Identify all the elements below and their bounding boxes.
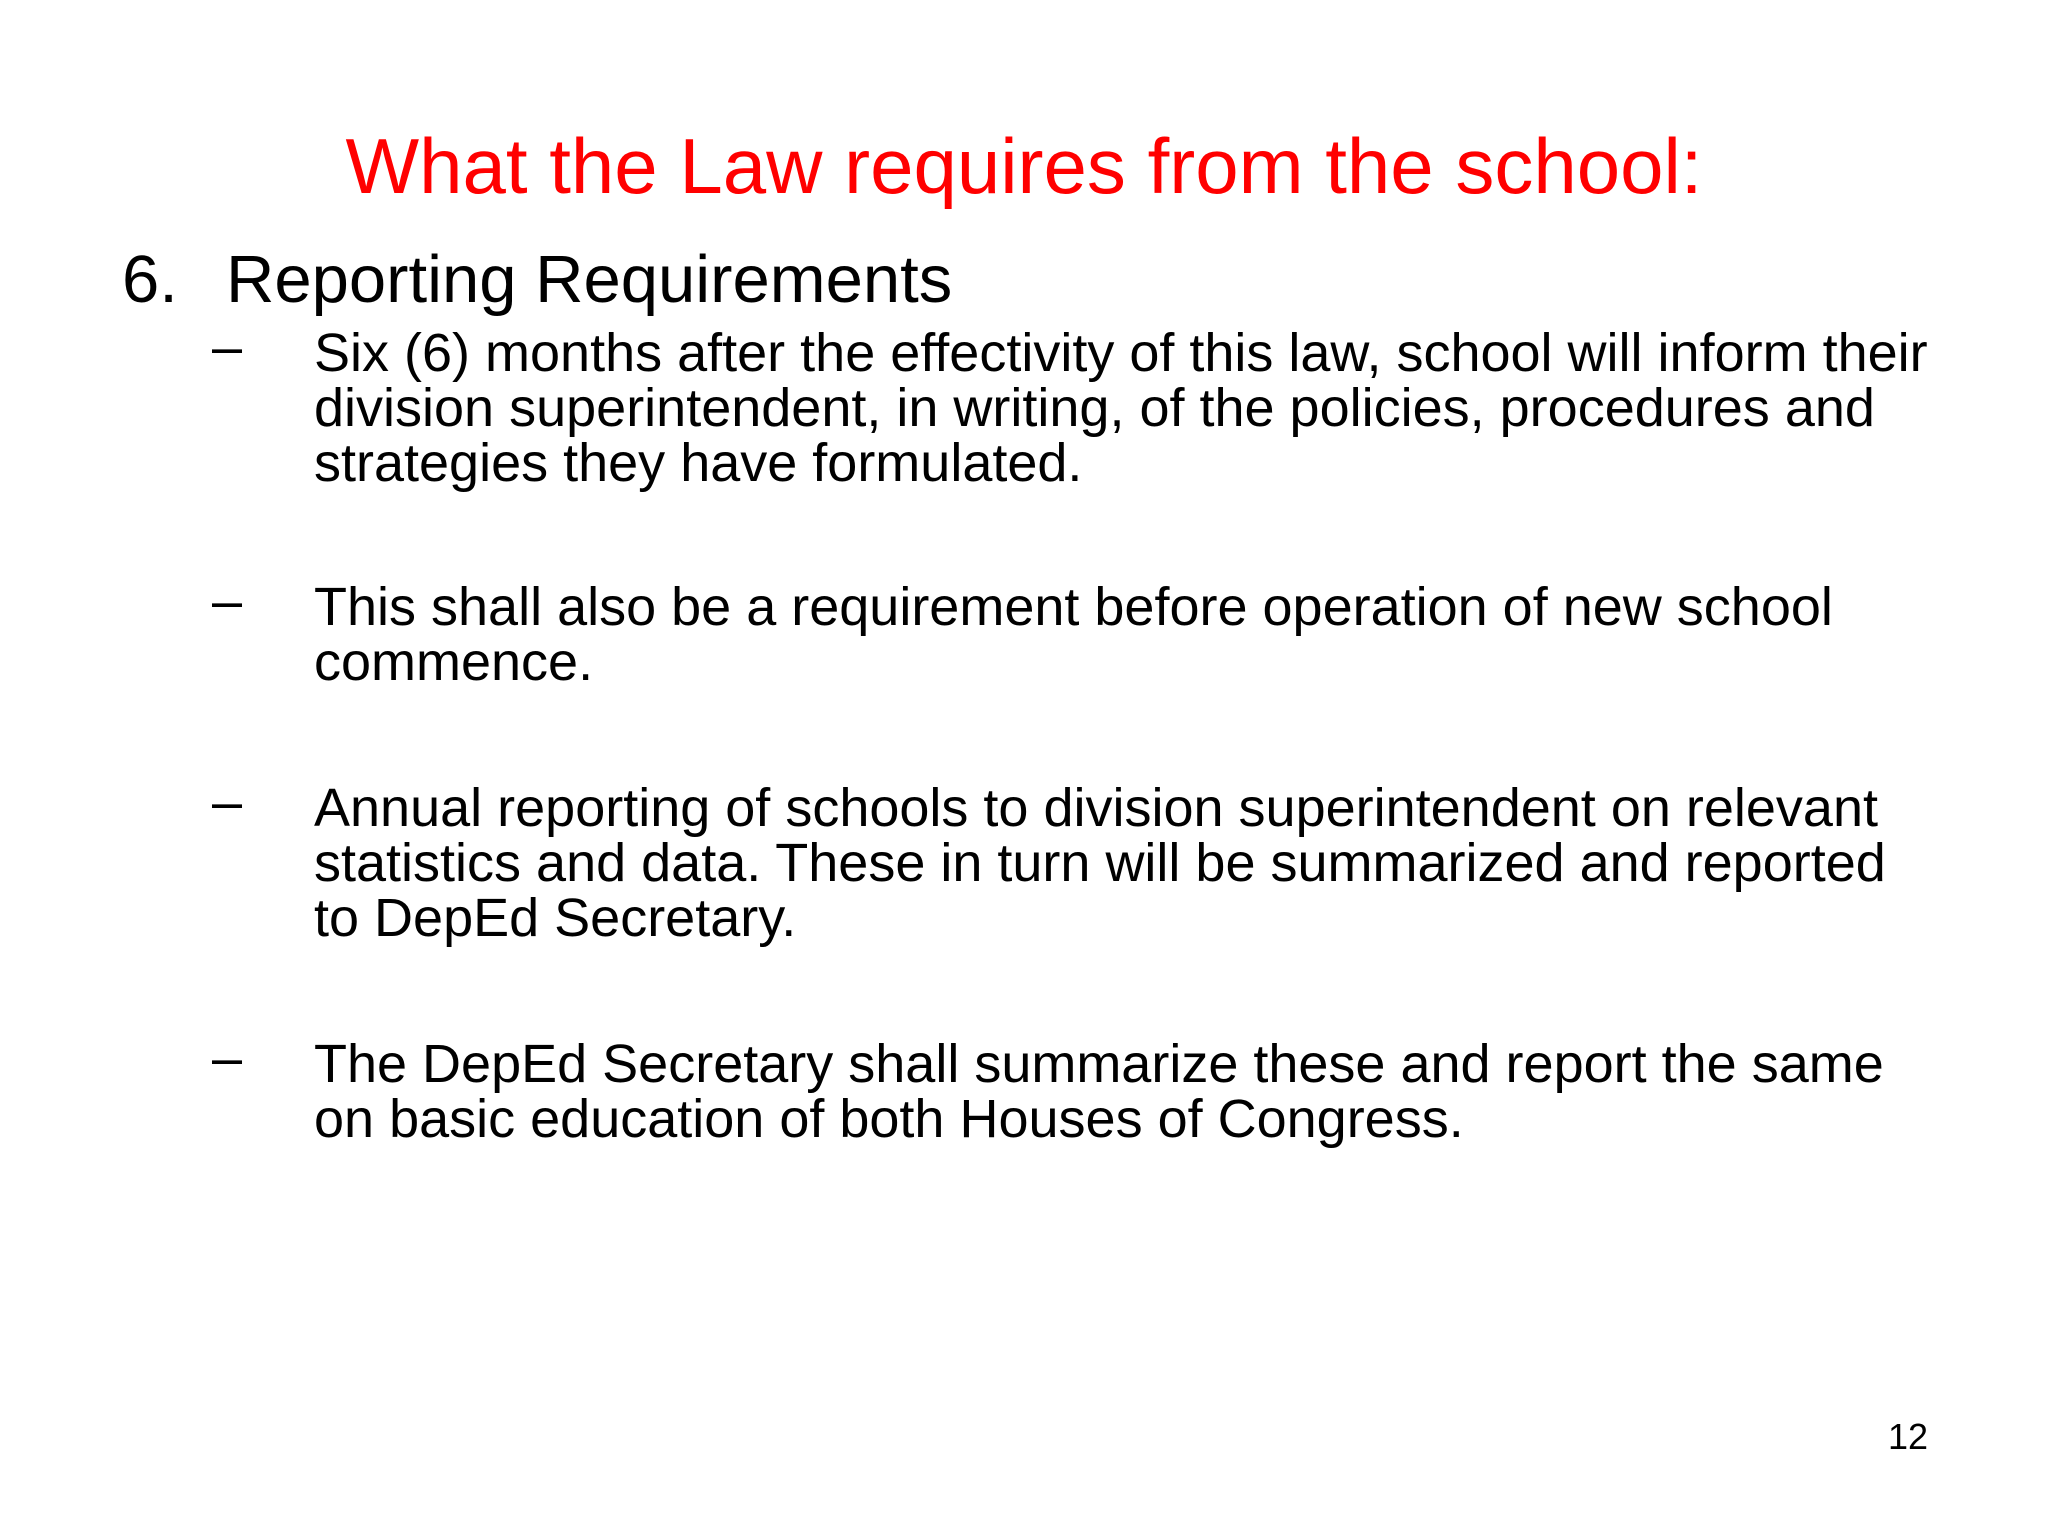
section-number: 6. xyxy=(122,242,178,317)
bullet-text: This shall also be a requirement before operation of new school commence. xyxy=(314,577,1833,692)
section-heading-text: Reporting Requirements xyxy=(226,242,953,317)
page-number: 12 xyxy=(1887,1416,1929,1457)
bullet-item xyxy=(212,772,1932,948)
bullet-item xyxy=(212,317,1932,493)
bullet-text: Six (6) months after the effectivity of this law, school will inform their division superintendent, in writing, of the policies, procedures and strategies they have formulated. xyxy=(314,323,1928,493)
bullet-item xyxy=(212,1028,1932,1149)
bullet-text: Annual reporting of schools to division superintendent on relevant statistics and data. These in turn will be summarized and reported to DepEd Secretary. xyxy=(314,778,1886,948)
bullet-marker: – xyxy=(212,1028,243,1088)
bullet-marker: – xyxy=(212,772,243,832)
bullet-text: The DepEd Secretary shall summarize these and report the same on basic education of both Houses of Congress. xyxy=(314,1034,1884,1149)
section-heading xyxy=(122,240,1822,320)
bullet-item xyxy=(212,571,1932,692)
bullet-marker: – xyxy=(212,317,243,377)
bullet-marker: – xyxy=(212,571,243,631)
slide-title: What the Law requires from the school: xyxy=(345,122,1703,210)
